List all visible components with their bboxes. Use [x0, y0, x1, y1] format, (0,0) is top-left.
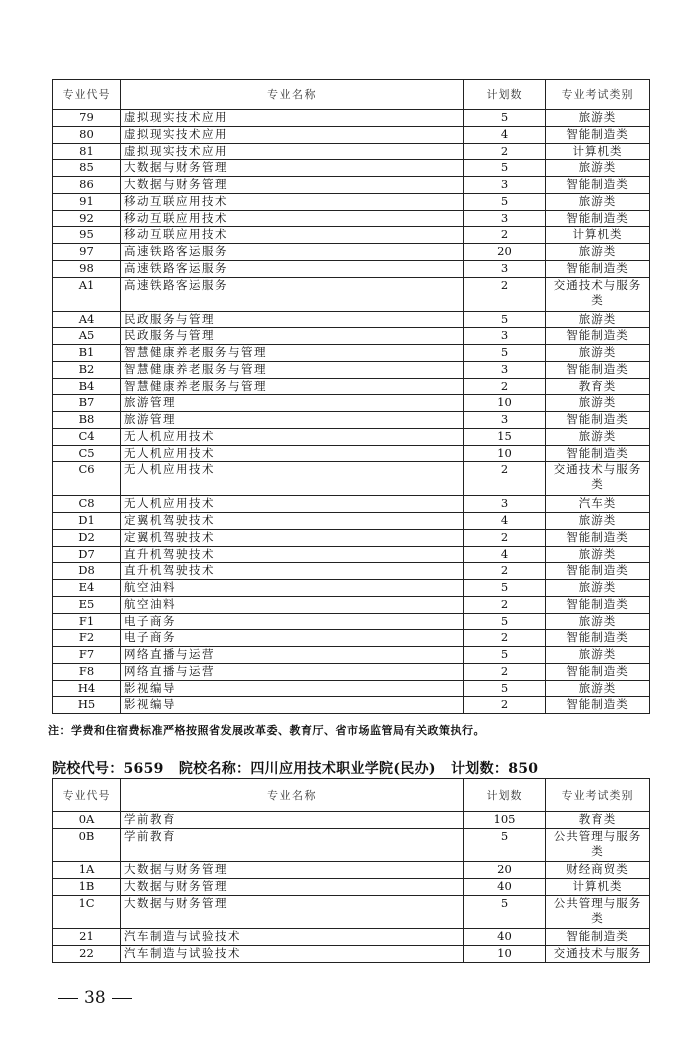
cell-count: 2 [464, 277, 546, 311]
cell-category: 旅游类 [546, 311, 650, 328]
cell-category: 旅游类 [546, 160, 650, 177]
cell-code: A1 [53, 277, 121, 311]
cell-code: 1B [53, 879, 121, 896]
table-row [53, 513, 650, 530]
cell-code: B2 [53, 361, 121, 378]
cell-code: D2 [53, 529, 121, 546]
cell-code: 0B [53, 829, 121, 862]
cell-category: 旅游类 [546, 110, 650, 127]
cell-category: 智能制造类 [546, 697, 650, 714]
cell-count: 2 [464, 462, 546, 496]
cell-count: 2 [464, 596, 546, 613]
cell-count: 3 [464, 496, 546, 513]
cell-name: 虚拟现实技术应用 [121, 126, 464, 143]
table-row [53, 596, 650, 613]
cell-name: 虚拟现实技术应用 [121, 143, 464, 160]
table-row [53, 378, 650, 395]
table-row [53, 110, 650, 127]
table-row [53, 428, 650, 445]
cell-count: 10 [464, 946, 546, 963]
table-row [53, 311, 650, 328]
table-row [53, 529, 650, 546]
cell-code: 0A [53, 812, 121, 829]
cell-name: 直升机驾驶技术 [121, 563, 464, 580]
table-row [53, 412, 650, 429]
cell-category: 旅游类 [546, 244, 650, 261]
cell-category: 财经商贸类 [546, 862, 650, 879]
cell-count: 40 [464, 879, 546, 896]
cell-count: 15 [464, 428, 546, 445]
cell-code: H4 [53, 680, 121, 697]
cell-count: 40 [464, 929, 546, 946]
table-row [53, 345, 650, 362]
cell-name: 无人机应用技术 [121, 462, 464, 496]
cell-count: 4 [464, 126, 546, 143]
table-row [53, 929, 650, 946]
cell-code: C4 [53, 428, 121, 445]
header-code: 专业代号 [53, 80, 121, 110]
cell-count: 2 [464, 378, 546, 395]
cell-code: F2 [53, 630, 121, 647]
header-name: 专业名称 [121, 80, 464, 110]
cell-code: D7 [53, 546, 121, 563]
school-plan-count: 计划数：850 [451, 761, 539, 777]
cell-count: 5 [464, 613, 546, 630]
cell-category: 汽车类 [546, 496, 650, 513]
cell-name: 航空油料 [121, 596, 464, 613]
cell-name: 智慧健康养老服务与管理 [121, 378, 464, 395]
cell-name: 无人机应用技术 [121, 496, 464, 513]
cell-name: 网络直播与运营 [121, 663, 464, 680]
school-heading [52, 758, 548, 778]
cell-code: C8 [53, 496, 121, 513]
cell-count: 10 [464, 395, 546, 412]
cell-category: 智能制造类 [546, 210, 650, 227]
table-row [53, 445, 650, 462]
cell-name: 影视编导 [121, 680, 464, 697]
school-code: 院校代号：5659 [52, 761, 164, 777]
cell-code: 92 [53, 210, 121, 227]
table-row [53, 563, 650, 580]
cell-name: 影视编导 [121, 697, 464, 714]
cell-name: 电子商务 [121, 613, 464, 630]
cell-category: 教育类 [546, 812, 650, 829]
enrollment-table-2 [52, 778, 650, 963]
table-row [53, 260, 650, 277]
cell-category: 旅游类 [546, 580, 650, 597]
cell-category: 智能制造类 [546, 177, 650, 194]
table-row [53, 613, 650, 630]
table-row [53, 177, 650, 194]
cell-code: 79 [53, 110, 121, 127]
cell-category: 旅游类 [546, 613, 650, 630]
cell-code: A5 [53, 328, 121, 345]
cell-category: 交通技术与服务 [546, 946, 650, 963]
cell-name: 民政服务与管理 [121, 328, 464, 345]
cell-category: 旅游类 [546, 546, 650, 563]
cell-count: 3 [464, 412, 546, 429]
cell-count: 3 [464, 260, 546, 277]
table-row [53, 663, 650, 680]
cell-code: F8 [53, 663, 121, 680]
table-row [53, 697, 650, 714]
cell-name: 虚拟现实技术应用 [121, 110, 464, 127]
cell-name: 定翼机驾驶技术 [121, 529, 464, 546]
table-row [53, 193, 650, 210]
cell-code: 98 [53, 260, 121, 277]
cell-count: 3 [464, 361, 546, 378]
cell-category: 智能制造类 [546, 126, 650, 143]
cell-category: 计算机类 [546, 879, 650, 896]
cell-category: 交通技术与服务类 [546, 277, 650, 311]
cell-code: 81 [53, 143, 121, 160]
cell-name: 移动互联应用技术 [121, 193, 464, 210]
cell-name: 高速铁路客运服务 [121, 244, 464, 261]
table-row [53, 946, 650, 963]
table-row [53, 630, 650, 647]
cell-category: 旅游类 [546, 680, 650, 697]
cell-category: 智能制造类 [546, 563, 650, 580]
cell-code: B1 [53, 345, 121, 362]
cell-code: 85 [53, 160, 121, 177]
table-row [53, 496, 650, 513]
cell-category: 智能制造类 [546, 412, 650, 429]
table-row [53, 160, 650, 177]
page-number-text: 38 [84, 988, 106, 1008]
cell-name: 民政服务与管理 [121, 311, 464, 328]
table-row [53, 896, 650, 929]
cell-category: 智能制造类 [546, 630, 650, 647]
fee-note: 注：学费和住宿费标准严格按照省发展改革委、教育厅、省市场监管局有关政策执行。 [48, 724, 485, 737]
cell-category: 公共管理与服务类 [546, 896, 650, 929]
cell-code: A4 [53, 311, 121, 328]
school-name: 院校名称：四川应用技术职业学院(民办) [178, 761, 436, 777]
table-row [53, 879, 650, 896]
cell-name: 大数据与财务管理 [121, 896, 464, 929]
page-number [52, 988, 138, 1008]
cell-code: 80 [53, 126, 121, 143]
cell-code: 95 [53, 227, 121, 244]
cell-count: 5 [464, 311, 546, 328]
cell-category: 智能制造类 [546, 260, 650, 277]
cell-name: 航空油料 [121, 580, 464, 597]
header-count: 计划数 [464, 80, 546, 110]
cell-count: 105 [464, 812, 546, 829]
cell-name: 定翼机驾驶技术 [121, 513, 464, 530]
header-code: 专业代号 [53, 779, 121, 812]
cell-code: 22 [53, 946, 121, 963]
cell-category: 智能制造类 [546, 663, 650, 680]
cell-name: 大数据与财务管理 [121, 879, 464, 896]
cell-category: 智能制造类 [546, 596, 650, 613]
cell-name: 移动互联应用技术 [121, 227, 464, 244]
cell-code: B8 [53, 412, 121, 429]
cell-category: 公共管理与服务类 [546, 829, 650, 862]
cell-code: D1 [53, 513, 121, 530]
cell-name: 学前教育 [121, 829, 464, 862]
cell-category: 计算机类 [546, 143, 650, 160]
cell-count: 5 [464, 345, 546, 362]
cell-code: 91 [53, 193, 121, 210]
cell-code: C6 [53, 462, 121, 496]
cell-count: 2 [464, 529, 546, 546]
cell-code: C5 [53, 445, 121, 462]
cell-category: 旅游类 [546, 395, 650, 412]
cell-code: D8 [53, 563, 121, 580]
cell-name: 学前教育 [121, 812, 464, 829]
table-row [53, 546, 650, 563]
cell-count: 5 [464, 110, 546, 127]
cell-count: 20 [464, 862, 546, 879]
cell-category: 计算机类 [546, 227, 650, 244]
cell-code: B7 [53, 395, 121, 412]
cell-code: H5 [53, 697, 121, 714]
cell-name: 汽车制造与试验技术 [121, 946, 464, 963]
cell-name: 高速铁路客运服务 [121, 277, 464, 311]
cell-count: 20 [464, 244, 546, 261]
cell-name: 旅游管理 [121, 395, 464, 412]
table-row [53, 862, 650, 879]
cell-code: 86 [53, 177, 121, 194]
header-count: 计划数 [464, 779, 546, 812]
cell-count: 3 [464, 328, 546, 345]
cell-name: 直升机驾驶技术 [121, 546, 464, 563]
table-row [53, 328, 650, 345]
cell-code: 21 [53, 929, 121, 946]
cell-code: E5 [53, 596, 121, 613]
table-header-row [53, 779, 650, 812]
cell-count: 2 [464, 143, 546, 160]
cell-name: 大数据与财务管理 [121, 160, 464, 177]
cell-code: E4 [53, 580, 121, 597]
table-row [53, 244, 650, 261]
cell-category: 旅游类 [546, 193, 650, 210]
cell-code: 1C [53, 896, 121, 929]
dash-left [58, 998, 78, 999]
cell-name: 网络直播与运营 [121, 647, 464, 664]
cell-count: 5 [464, 896, 546, 929]
table-row [53, 812, 650, 829]
cell-code: F7 [53, 647, 121, 664]
cell-name: 无人机应用技术 [121, 428, 464, 445]
cell-category: 旅游类 [546, 513, 650, 530]
table-row [53, 277, 650, 311]
cell-count: 2 [464, 630, 546, 647]
cell-category: 旅游类 [546, 428, 650, 445]
cell-count: 4 [464, 546, 546, 563]
table-row [53, 143, 650, 160]
cell-category: 智能制造类 [546, 328, 650, 345]
header-name: 专业名称 [121, 779, 464, 812]
cell-count: 2 [464, 227, 546, 244]
cell-name: 电子商务 [121, 630, 464, 647]
cell-name: 无人机应用技术 [121, 445, 464, 462]
cell-name: 汽车制造与试验技术 [121, 929, 464, 946]
cell-category: 教育类 [546, 378, 650, 395]
cell-category: 智能制造类 [546, 445, 650, 462]
table-row [53, 126, 650, 143]
table-row [53, 829, 650, 862]
table-row [53, 580, 650, 597]
cell-name: 大数据与财务管理 [121, 177, 464, 194]
cell-count: 2 [464, 697, 546, 714]
cell-count: 5 [464, 580, 546, 597]
table-row [53, 227, 650, 244]
dash-right [112, 998, 132, 999]
cell-count: 2 [464, 663, 546, 680]
header-category: 专业考试类别 [546, 779, 650, 812]
cell-name: 智慧健康养老服务与管理 [121, 345, 464, 362]
cell-count: 3 [464, 210, 546, 227]
table-row [53, 210, 650, 227]
cell-code: 97 [53, 244, 121, 261]
cell-count: 3 [464, 177, 546, 194]
cell-name: 旅游管理 [121, 412, 464, 429]
cell-name: 大数据与财务管理 [121, 862, 464, 879]
table-row [53, 462, 650, 496]
cell-name: 高速铁路客运服务 [121, 260, 464, 277]
cell-count: 4 [464, 513, 546, 530]
cell-category: 旅游类 [546, 647, 650, 664]
cell-category: 智能制造类 [546, 361, 650, 378]
cell-category: 智能制造类 [546, 929, 650, 946]
cell-count: 10 [464, 445, 546, 462]
table-row [53, 680, 650, 697]
cell-category: 旅游类 [546, 345, 650, 362]
cell-category: 智能制造类 [546, 529, 650, 546]
cell-name: 智慧健康养老服务与管理 [121, 361, 464, 378]
cell-count: 5 [464, 829, 546, 862]
cell-count: 5 [464, 680, 546, 697]
cell-count: 2 [464, 563, 546, 580]
table-row [53, 395, 650, 412]
header-category: 专业考试类别 [546, 80, 650, 110]
table-header-row [53, 80, 650, 110]
cell-code: F1 [53, 613, 121, 630]
cell-code: 1A [53, 862, 121, 879]
cell-category: 交通技术与服务类 [546, 462, 650, 496]
table-row [53, 647, 650, 664]
cell-count: 5 [464, 647, 546, 664]
cell-count: 5 [464, 193, 546, 210]
cell-code: B4 [53, 378, 121, 395]
enrollment-table-1 [52, 79, 650, 714]
table-row [53, 361, 650, 378]
cell-name: 移动互联应用技术 [121, 210, 464, 227]
cell-count: 5 [464, 160, 546, 177]
